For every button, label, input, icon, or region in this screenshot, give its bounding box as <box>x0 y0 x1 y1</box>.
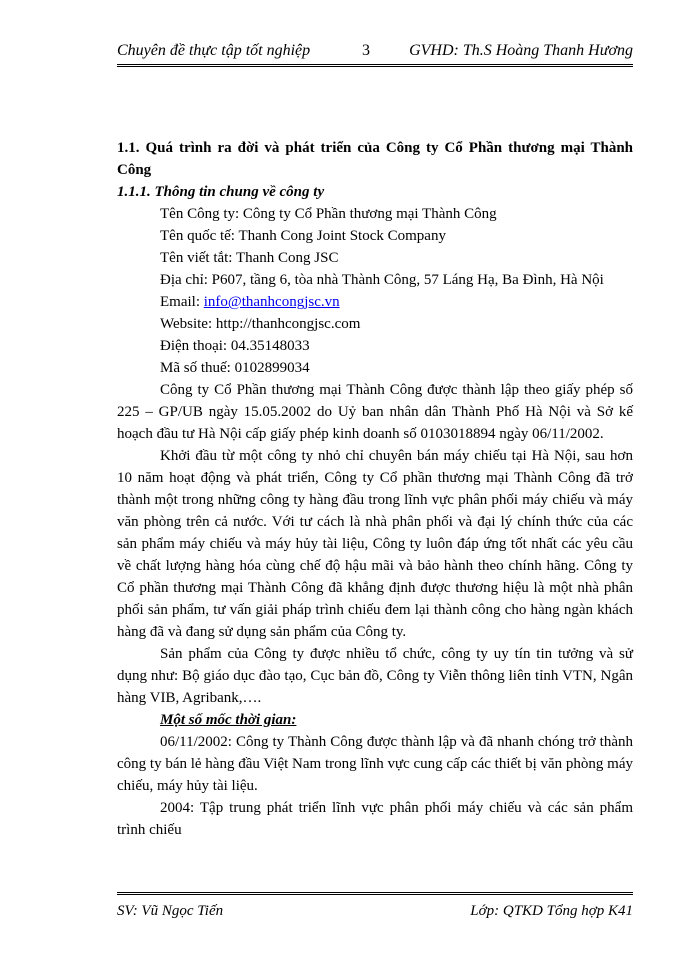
milestone-2002: 06/11/2002: Công ty Thành Công được thành lập và đã nhanh chóng trở thành công ty bán lẻ hàng đầu Việt Nam trong lĩnh vực cung cấp các thiết bị văn phòng máy chiếu, máy hủy tài liệu. <box>117 734 633 794</box>
company-tax-code: Mã số thuế: 0102899034 <box>160 360 310 376</box>
company-name: Tên Công ty: Công ty Cổ Phần thương mại Thành Công <box>160 206 497 222</box>
milestones-heading: Một số mốc thời gian: <box>160 712 297 728</box>
subsection-title: 1.1.1. Thông tin chung về công ty <box>117 184 325 200</box>
email-link[interactable]: info@thanhcongjsc.vn <box>203 294 340 310</box>
company-phone: Điện thoại: 04.35148033 <box>160 338 310 354</box>
header-supervisor: GVHD: Th.S Hoàng Thanh Hương <box>409 42 633 59</box>
company-short-name: Tên viết tắt: Thanh Cong JSC <box>160 250 339 266</box>
email-label: Email: <box>160 294 204 310</box>
section-title: 1.1. Quá trình ra đời và phát triển của Công ty Cổ Phần thương mại Thành Công <box>117 140 633 178</box>
company-website: Website: http://thanhcongjsc.com <box>160 316 361 332</box>
paragraph-history: Khởi đầu từ một công ty nhỏ chỉ chuyên bán máy chiếu tại Hà Nội, sau hơn 10 năm hoạt động và phát triển, Công ty Cổ phần thương mại Thành Công đã trở thành một trong những công ty hàng đầu trong lĩnh vực phân phối máy chiếu và máy văn phòng trên cả nước. Với tư cách là nhà phân phối và đại lý chính thức của các sản phẩm máy chiếu và máy hủy tài liệu, Công ty luôn đáp ứng tốt nhất các yêu cầu về chất lượng hàng hóa cùng chế độ hậu mãi và bảo hành theo chính hãng. Công ty Cổ phần thương mại Thành Công đã khẳng định được thương hiệu là một nhà phân phối sản phẩm, tư vấn giải pháp trình chiếu đem lại thành công cho hàng ngàn khách hàng đã và đang sử dụng sản phẩm của Công ty. <box>117 448 633 640</box>
page-body <box>117 137 633 841</box>
footer-student: SV: Vũ Ngọc Tiến <box>117 903 224 919</box>
company-email <box>117 291 633 313</box>
header-page-number: 3 <box>362 42 370 59</box>
page-header <box>117 40 633 67</box>
paragraph-clients: Sản phẩm của Công ty được nhiều tổ chức, công ty uy tín tin tưởng và sử dụng như: Bộ giáo dục đào tạo, Cục bản đồ, Công ty Viễn thông liên tỉnh VTN, Ngân hàng VIB, Agribank,…. <box>117 646 633 706</box>
footer-class: Lớp: QTKD Tổng hợp K41 <box>470 903 633 919</box>
header-report-title: Chuyên đề thực tập tốt nghiệp <box>117 42 311 59</box>
company-address: Địa chỉ: P607, tầng 6, tòa nhà Thành Công, 57 Láng Hạ, Ba Đình, Hà Nội <box>160 272 604 288</box>
milestone-2004: 2004: Tập trung phát triển lĩnh vực phân phối máy chiếu và các sản phẩm trình chiếu <box>117 800 633 838</box>
paragraph-founding: Công ty Cổ Phần thương mại Thành Công được thành lập theo giấy phép số 225 – GP/UB ngày 15.05.2002 do Uỷ ban nhân dân Thành Phố Hà Nội và Sở kế hoạch đầu tư Hà Nội cấp giấy phép kinh doanh số 0103018894 ngày 06/11/2002. <box>117 382 633 442</box>
company-international-name: Tên quốc tế: Thanh Cong Joint Stock Company <box>160 228 446 244</box>
page-footer <box>117 892 633 925</box>
